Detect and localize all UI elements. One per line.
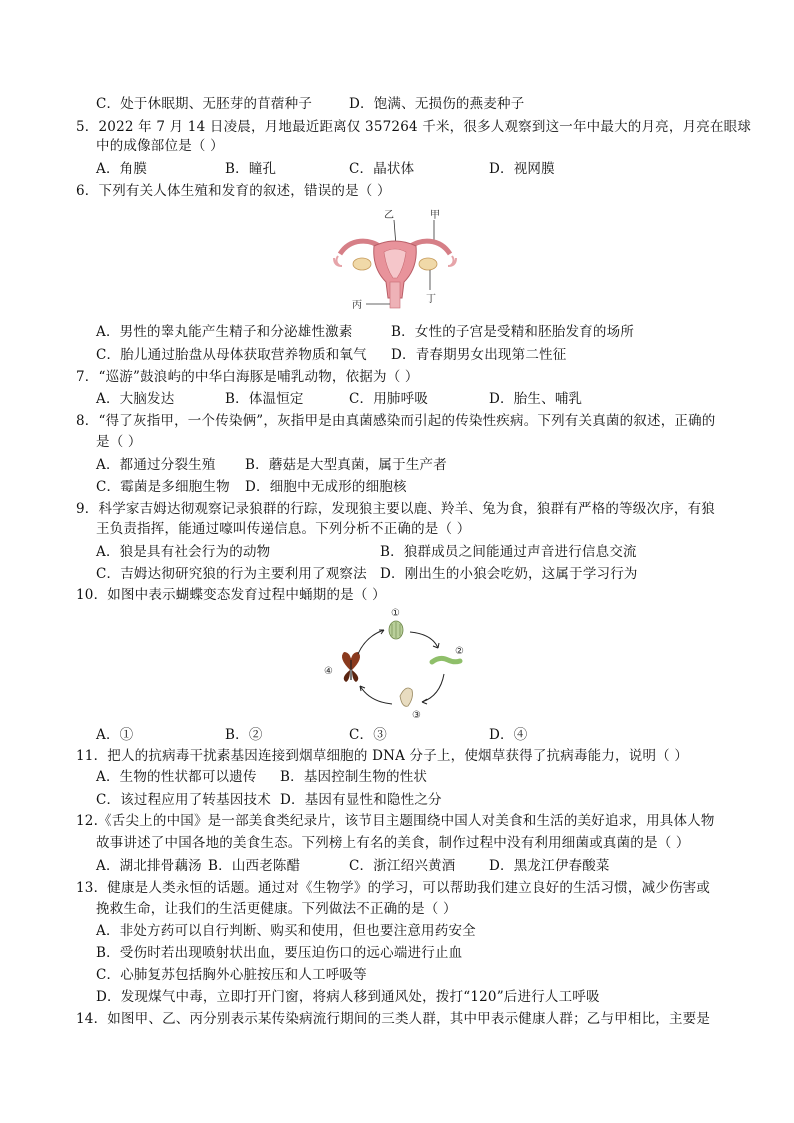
stage-2-label: ② <box>455 646 464 657</box>
q9-option-c: C．吉姆达彻研究狼的行为主要利用了观察法 <box>96 566 367 582</box>
q13-option-c: C．心肺复苏包括胸外心脏按压和人工呼吸等 <box>96 967 367 983</box>
label-bing: 丙 <box>352 300 362 311</box>
q10-option-b: B．② <box>225 727 263 743</box>
q12-option-b: B．山西老陈醋 <box>208 858 301 874</box>
q11-option-b: B．基因控制生物的性状 <box>280 769 428 785</box>
q11-option-d: D．基因有显性和隐性之分 <box>280 792 442 808</box>
question-13: 13．健康是人类永恒的话题。通过对《生物学》的学习，可以帮助我们建立良好的生活习惯，减少伤害或 <box>76 880 711 896</box>
question-9-cont: 王负责指挥，能通过嚎叫传递信息。下列分析不正确的是（ ） <box>96 521 471 537</box>
q8-option-b: B．蘑菇是大型真菌，属于生产者 <box>245 457 447 473</box>
q5-option-c: C．晶状体 <box>349 161 415 177</box>
pupa-icon <box>400 688 413 706</box>
q10-option-a: A．① <box>96 727 134 743</box>
q7-option-b: B．体温恒定 <box>225 391 304 407</box>
q10-option-c: C．③ <box>349 727 387 743</box>
q8-option-a: A．都通过分裂生殖 <box>96 457 216 473</box>
q6-option-b: B．女性的子宫是受精和胚胎发育的场所 <box>391 324 635 340</box>
question-5: 5．2022 年 7 月 14 日凌晨，月地最近距离仅 357264 千米，很多人观察到这一年中最大的月亮，月亮在眼球 <box>76 119 752 135</box>
q11-option-a: A．生物的性状都可以遗传 <box>96 769 257 785</box>
option-c: C．处于休眠期、无胚芽的苜蓿种子 <box>96 96 313 112</box>
q8-option-c: C．霉菌是多细胞生物 <box>96 479 230 495</box>
q13-option-d: D．发现煤气中毒，立即打开门窗，将病人移到通风处，拨打“120”后进行人工呼吸 <box>96 989 600 1005</box>
option-d: D．饱满、无损伤的燕麦种子 <box>349 96 525 112</box>
larva-icon <box>432 658 460 662</box>
label-yi: 乙 <box>384 210 394 221</box>
q6-option-c: C．胎儿通过胎盘从母体获取营养物质和氧气 <box>96 347 367 363</box>
butterfly-cycle-figure <box>320 604 480 722</box>
question-12: 12.《舌尖上的中国》是一部美食类纪录片，该节目主题围绕中国人对美食和生活的美好追求，用具体人物 <box>76 813 715 829</box>
question-11: 11．把人的抗病毒干扰素基因连接到烟草细胞的 DNA 分子上，使烟草获得了抗病毒能力，说明（ ） <box>76 748 689 764</box>
q7-option-d: D．胎生、哺乳 <box>489 391 583 407</box>
uterus-figure <box>330 206 460 314</box>
question-14: 14．如图甲、乙、丙分别表示某传染病流行期间的三类人群，其中甲表示健康人群；乙与甲相比，主要是 <box>76 1011 711 1027</box>
q13-option-a: A．非处方药可以自行判断、购买和使用，但也要注意用药安全 <box>96 923 476 939</box>
question-5-cont: 中的成像部位是（ ） <box>96 138 224 154</box>
q9-option-a: A．狼是具有社会行为的动物 <box>96 544 271 560</box>
q5-option-d: D．视网膜 <box>489 161 555 177</box>
label-ding: 丁 <box>426 294 436 305</box>
q12-option-d: D．黑龙江伊春酸菜 <box>489 858 610 874</box>
q11-option-c: C．该过程应用了转基因技术 <box>96 792 271 808</box>
question-6: 6．下列有关人体生殖和发育的叙述，错误的是（ ） <box>76 183 391 199</box>
q7-option-a: A．大脑发达 <box>96 391 175 407</box>
question-12-cont: 故事讲述了中国各地的美食生态。下列榜上有名的美食，制作过程中没有利用细菌或真菌的是（ ） <box>96 835 690 851</box>
q6-option-a: A．男性的睾丸能产生精子和分泌雄性激素 <box>96 324 353 340</box>
q7-option-c: C．用肺呼吸 <box>349 391 429 407</box>
question-10: 10．如图中表示蝴蝶变态发育过程中蛹期的是（ ） <box>76 587 386 603</box>
label-jia: 甲 <box>430 210 440 221</box>
q9-option-d: D．刚出生的小狼会吃奶，这属于学习行为 <box>380 566 638 582</box>
q9-option-b: B．狼群成员之间能通过声音进行信息交流 <box>380 544 637 560</box>
stage-3-label: ③ <box>412 710 421 721</box>
stage-1-label: ① <box>391 608 400 619</box>
stage-4-label: ④ <box>324 666 333 677</box>
question-9: 9．科学家吉姆达彻观察记录狼群的行踪，发现狼主要以鹿、羚羊、兔为食，狼群有严格的等级次序，有狼 <box>76 501 715 517</box>
question-13-cont: 挽救生命，让我们的生活更健康。下列做法不正确的是（ ） <box>96 901 457 917</box>
q5-option-a: A．角膜 <box>96 161 148 177</box>
q12-option-c: C．浙江绍兴黄酒 <box>349 858 456 874</box>
question-7: 7．“巡游”鼓浪屿的中华白海豚是哺乳动物，依据为（ ） <box>76 369 419 385</box>
butterfly-icon <box>342 652 360 682</box>
q12-option-a: A．湖北排骨藕汤 <box>96 858 202 874</box>
q8-option-d: D．细胞中无成形的细胞核 <box>245 479 407 495</box>
q10-option-d: D．④ <box>489 727 528 743</box>
q13-option-b: B．受伤时若出现喷射状出血，要压迫伤口的远心端进行止血 <box>96 945 463 961</box>
q5-option-b: B．瞳孔 <box>225 161 277 177</box>
question-8-cont: 是（ ） <box>96 434 142 450</box>
q6-option-d: D．青春期男女出现第二性征 <box>391 347 567 363</box>
question-8: 8．“得了灰指甲，一个传染俩”，灰指甲是由真菌感染而引起的传染性疾病。下列有关真菌的叙述，正确的 <box>76 413 716 429</box>
